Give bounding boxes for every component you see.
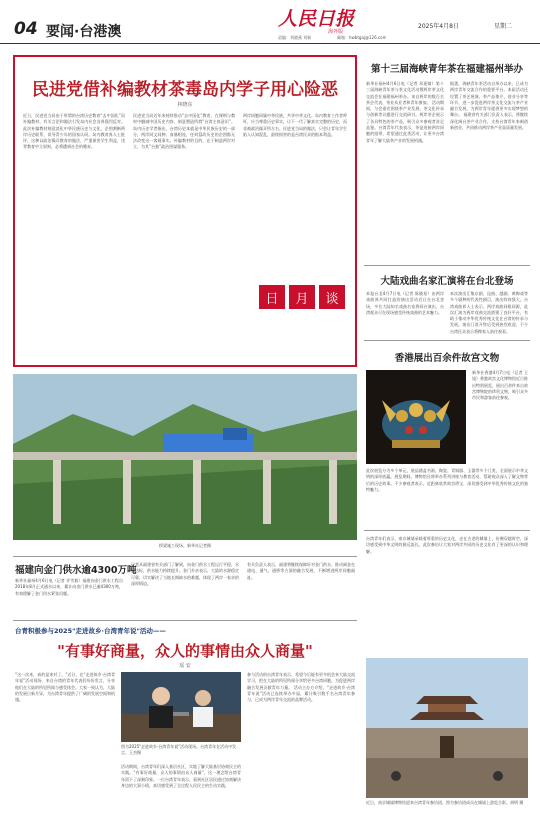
city-wall-photo — [366, 658, 528, 798]
issue-weekday: 星期二 — [494, 23, 513, 30]
youth-tour-photo-caption: 图为2025"走进故乡·台湾青年说"活动现场。台湾青年在活动中发言。王杰摄 — [121, 744, 237, 755]
tea-fair-col-2 — [450, 81, 528, 261]
fujian-water-title: 福建向金门供水逾4300万吨 — [15, 565, 137, 576]
phoenix-crown-image — [366, 370, 466, 464]
expo-title: 香港展出百余件故宫文物 — [394, 353, 500, 364]
fujian-col-3: 有关负责人表示，福建将继续保障好对金门供水，推动闽金在通电、通气、通桥等方面的融合发展，不断增进两岸同胞福祉。 — [247, 562, 355, 580]
issue-date: 2025年4月8日 — [418, 23, 459, 30]
tea-fair-body-2: 据悉，海峡青年茶活动自举办以来，已成为两岸青年交流合作的重要平台。本届活动还设置了茶艺展演、茶产品推介、创业分享等环节，进一步促进两岸茶文化交流与茶产业融合发展，为两岸青年提供更多实现梦想的舞台。 — [450, 81, 528, 118]
fujian-water-article — [13, 558, 357, 618]
page-number: 04 — [14, 19, 38, 39]
seal-char-2: 月 — [289, 285, 315, 309]
expo-artifact-photo — [366, 370, 466, 464]
expo-lead: 新华社香港4月7日电（记者 王旭）香港故宫文化博物馆近日推出特别展览，展出百余件来自故宫博物院的珍贵文物，吸引众多市民和游客前往参观。 — [472, 370, 528, 401]
masthead — [0, 0, 540, 44]
section-name: 要闻·台港澳 — [46, 24, 122, 40]
rail-bridge-photo — [13, 374, 357, 540]
fujian-col-2: 记者从福建省有关部门了解到，向金门供水工程运行平稳，水质达标，供水能力持续提升。金门乡亲表示，大陆的水源稳定可靠，切实解决了当地长期缺水的难题，体现了两岸一家亲的深厚情谊。 — [131, 562, 239, 586]
youth-tour-photo — [121, 672, 241, 742]
concert-col-1 — [366, 291, 444, 337]
youth-tour-col-3 — [247, 672, 355, 824]
youth-tour-byline: 瑶 安 — [179, 663, 191, 669]
editor-line: 责编：刘晓燕 刘新 — [278, 35, 312, 40]
youth-tour-col-1: “这一次来，真的是来对了。”近日，在“走进故乡·台湾青年说”活动现场，来自台湾的青年代表们纷纷发言，分享他们在大陆的所见所闻与感受体会。大家一致认为，大陆的发展日新月异，为台湾青年提供了广阔的发展空间和机遇。 — [15, 672, 115, 703]
feature-article — [13, 55, 357, 367]
feature-byline: 林晓东 — [177, 102, 193, 108]
youth-tour-body-4: 活动主办方介绍，“走进故乡·台湾青年说”活动已连续举办多届，累计吸引数千名台湾青年参与，已成为两岸青年交流的品牌活动。 — [247, 684, 355, 703]
youth-tour-article — [13, 622, 357, 826]
concert-col-2: 本次演出汇集京剧、昆曲、越剧、黄梅戏等多个剧种的代表性剧目，演出阵容强大。台湾戏曲界人士表示，两岸戏曲同根同源，此次汇演为两岸戏曲交流搭建了良好平台，有助于推动中华优秀传统文化在台湾的传承与发展。演出门票开售后受到热烈欢迎，不少台湾民众表示将携家人前往观看。 — [450, 291, 528, 334]
youth-tour-body-3: 参与活动的台湾青年表示，希望今后能有更多机会来大陆交流学习，把在大陆的所见所闻分享给更多台湾同胞，为促进两岸融合发展贡献青年力量。 — [247, 672, 355, 690]
divider — [364, 340, 530, 341]
rail-bridge-caption: 桥梁施工现场。新华社记者摄 — [159, 543, 211, 548]
tea-fair-article — [364, 55, 530, 265]
city-wall-caption: 近日，南京城墙博物馆迎来台湾青年参访团。图为参访团成员在城墙上游览合影。胡明 摄 — [366, 800, 524, 805]
youth-tour-col-2: 活动期间，台湾青年们深入基层社区，实地了解大陆基层协商民主的实践。“有事好商量，众人的事情由众人商量”，这一理念给台湾青年留下了深刻印象。一位台湾青年表示，看到社区居民通过协商解决身边的大事小情，真切感受到了全过程人民民主的生动实践。 — [121, 764, 241, 788]
youth-tour-banner: 台青积极参与2025"走进故乡·台湾青年说"活动—— — [15, 627, 166, 635]
divider — [364, 530, 530, 531]
concert-lead: 本报台北4月7日电（记者 陈晓星）由两岸戏曲界共同打造的演出活动近日在台北登场，多位大陆知名戏曲名家将同台演出，台湾观众可在现场感受传统戏曲的艺术魅力。 — [366, 291, 444, 315]
seal-char-3: 谈 — [319, 285, 345, 309]
city-wall-pagoda-image — [366, 658, 528, 798]
feature-column-2: 民进党当局近年来持续推动“去中国化”教育，在课纲与教材中删减中国历史内容，刻意塑造所谓“台湾主体意识”。岛内历史学者指出，台湾历史本就是中华民族历史的一部分，两岸同文同种、血脉相连，任何篡改历史的企图都无法改变这一客观事实。补编教材的目的，在于制造两岸对立，为其“台独”政治图谋服务。 — [133, 113, 235, 150]
feature-seal — [259, 285, 345, 309]
feature-title: 民进党借补编教材茶毒岛内学子用心险恶 — [32, 80, 338, 100]
logo-sub: 海外版 — [328, 29, 344, 35]
concert-title: 大陆戏曲名家汇演将在台北登场 — [380, 276, 514, 287]
tea-fair-lead: 新华社福州4月6日电（记者 邓嘉婧）第十三届海峡青年茶与茶文化活动暨两岸茶文化交流会在福建福州举办。来自两岸的数百名茶企代表、茶业从业者和青年参加。 — [366, 81, 444, 105]
fujian-lead: 新华社福州4月6日电（记者 许雪毅）福建向金门供水工程自2018年8月正式通水以来，累计向金门供水已逾4300万吨，有效缓解了金门用水紧张问题。 — [15, 578, 123, 596]
city-wall-article — [364, 532, 530, 826]
email-line: 邮箱：hwbtgaj@126.com — [337, 35, 387, 40]
youth-tour-title: "有事好商量，众人的事情由众人商量" — [57, 642, 313, 660]
tea-fair-body-3: 福建省有关部门负责人表示，将继续深化闽台茶产业合作，支持台湾青年来闽创新创业，共同推动两岸茶产业高质量发展。 — [450, 112, 528, 131]
seal-char-1: 日 — [259, 285, 285, 309]
feature-column-3: 两岸同胞同属中华民族，共享中华文化。岛内教育工作者呼吁，应当尊重历史事实，让下一代了解真实完整的历史，而非被政治操弄所左右。民进党当局的做法，只会让青年学生陷入认知混乱，最终损害的是台湾民众的根本利益。 — [243, 113, 347, 137]
feature-column-1: 近日，民进党当局由于所谓的台湾历史教育“去中国化”而补编教材，有关言论和做法引发岛内社会各界强烈反对。此次补编教材刻意淡化中华民族历史与文化，企图割断两岸历史联系，误导青少年的国家认同。岛内教育界人士批评，这种以政治操弄教育的做法，严重损害学生利益，违背教育中立原则，必将遭到社会的唾弃。 — [23, 113, 125, 150]
fujian-col-1 — [15, 578, 123, 618]
city-wall-body: 台湾青年们表示，南京城墙承载着厚重的历史文化，走在古老的城墙上，仿佛穿越时空，深切感受到中华文明的源远流长。此次参访让大家对两岸共同的历史文化有了更深的认识和理解。 — [366, 536, 528, 554]
tea-fair-col-1 — [366, 81, 444, 261]
bridge-construction-image — [13, 374, 357, 540]
expo-col-2 — [472, 370, 528, 464]
divider — [13, 620, 357, 621]
divider — [13, 556, 357, 557]
youth-speaking-image — [121, 672, 241, 742]
logo: 人民日报 — [278, 8, 355, 30]
divider — [364, 265, 530, 266]
tea-fair-title: 第十三届海峡青年茶在福建福州举办 — [370, 64, 523, 75]
tea-fair-body-1: 活动期间，与会嘉宾围绕茶产业发展、茶文化传承与创新等议题进行交流研讨。两岸茶企展示了各具特色的茶产品，吸引众多参观者驻足品鉴。台湾青年代表表示，茶是连接两岸同胞的纽带，希望通过此类活动，让更多台湾青年了解大陆茶产业的发展机遇。 — [366, 99, 444, 143]
expo-body: 此次展览分为多个单元，展品涵盖书画、陶瓷、青铜器、玉器等多个门类，全面展示中华文明的深厚底蕴。展览期间，博物馆还将举办系列讲座与教育活动，帮助观众深入了解文物背后的历史故事。不少参观者表示，近距离欣赏故宫珍宝，深切感受到中华优秀传统文化的独特魅力。 — [366, 468, 528, 492]
expo-article — [364, 342, 530, 528]
concert-article — [364, 267, 530, 337]
